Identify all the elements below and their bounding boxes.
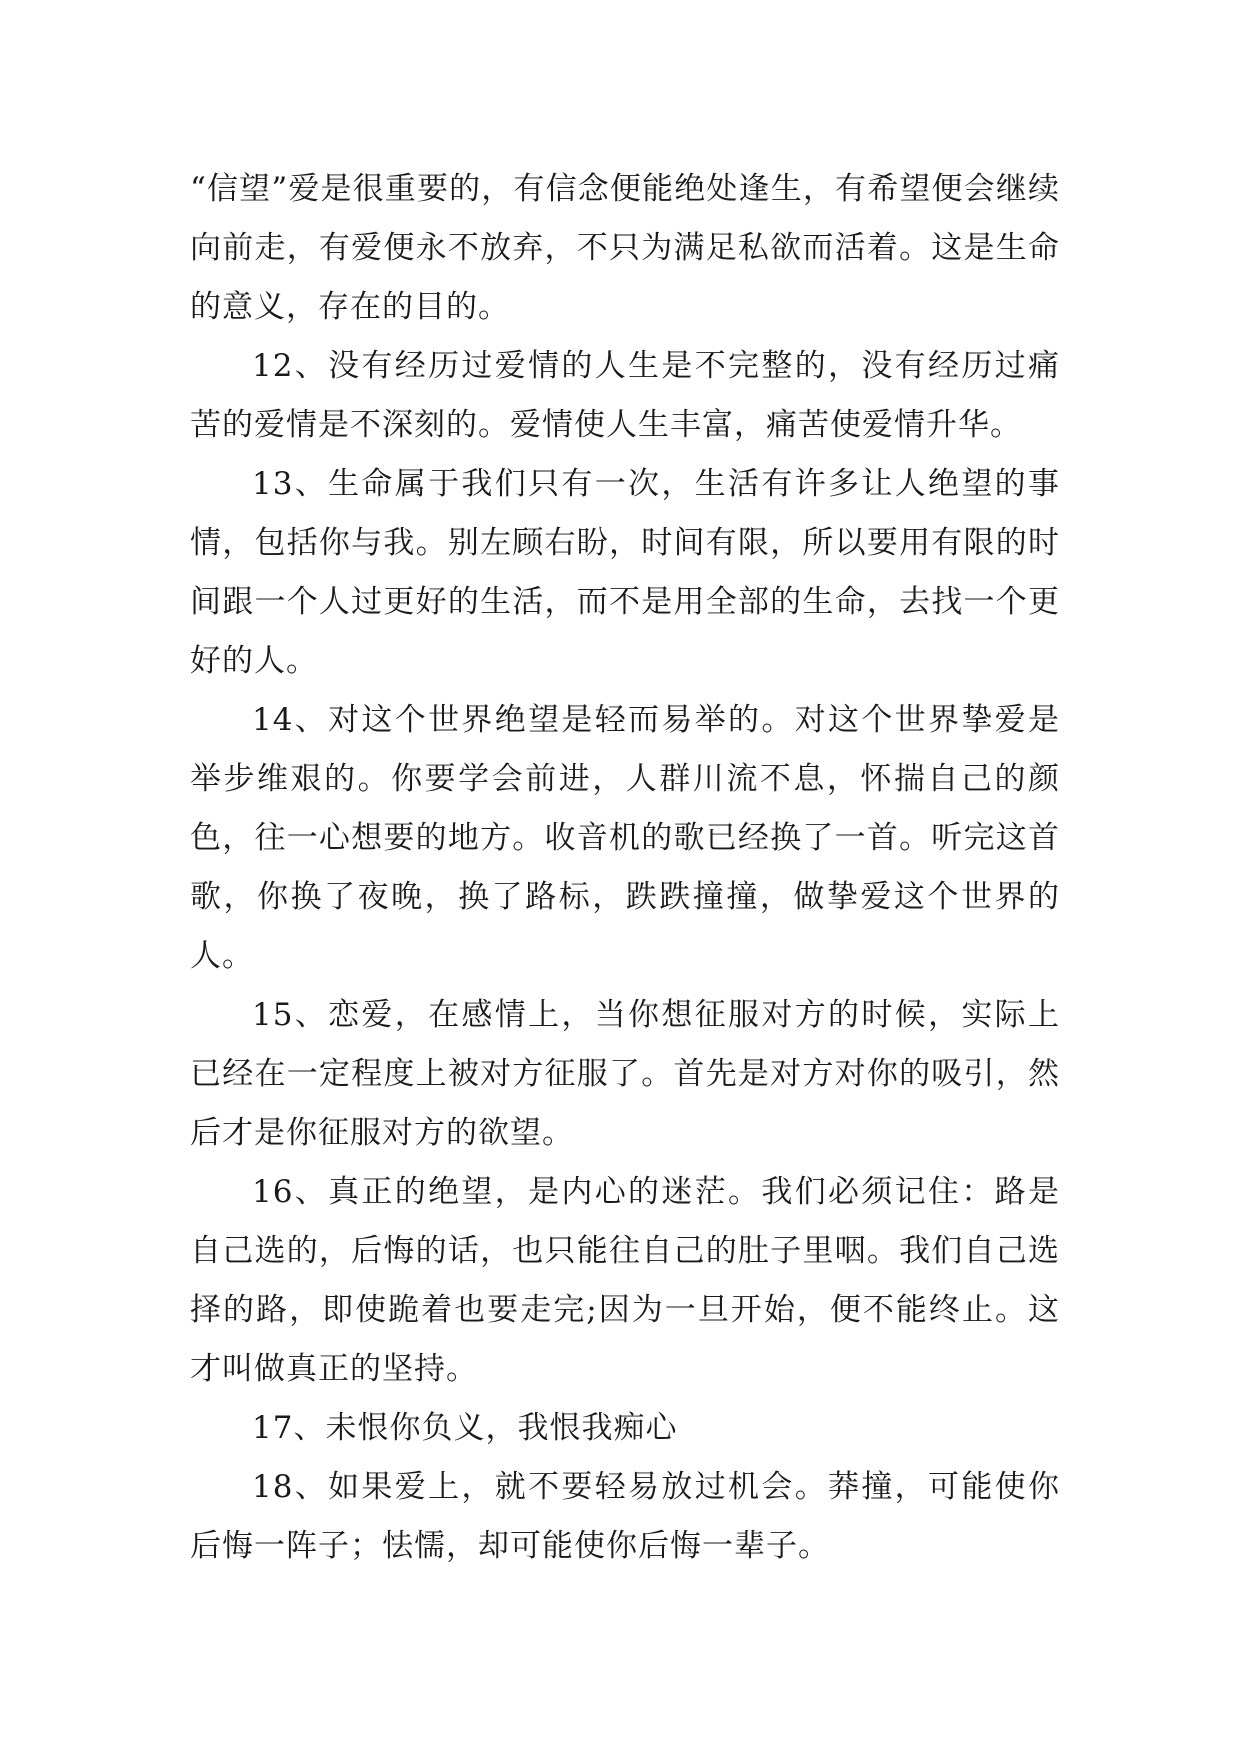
paragraph-14: 14、对这个世界绝望是轻而易举的。对这个世界挚爱是举步维艰的。你要学会前进，人群川流不息，怀揣自己的颜色，往一心想要的地方。收音机的歌已经换了一首。听完这首歌，你换了夜晚，换了路标，跌跌撞撞，做挚爱这个世界的人。 (190, 702, 1060, 974)
paragraph-15: 15、恋爱，在感情上，当你想征服对方的时候，实际上已经在一定程度上被对方征服了。首先是对方对你的吸引，然后才是你征服对方的欲望。 (190, 997, 1060, 1151)
paragraph-intro: “信望”爱是很重要的，有信念便能绝处逢生，有希望便会继续向前走，有爱便永不放弃，不只为满足私欲而活着。这是生命的意义，存在的目的。 (190, 171, 1060, 325)
paragraph-16: 16、真正的绝望，是内心的迷茫。我们必须记住：路是自己选的，后悔的话，也只能往自己的肚子里咽。我们自己选择的路，即使跪着也要走完;因为一旦开始，便不能终止。这才叫做真正的坚持。 (190, 1174, 1060, 1387)
paragraph-18: 18、如果爱上，就不要轻易放过机会。莽撞，可能使你后悔一阵子；怯懦，却可能使你后悔一辈子。 (190, 1469, 1060, 1564)
paragraph-13: 13、生命属于我们只有一次，生活有许多让人绝望的事情，包括你与我。别左顾右盼，时间有限，所以要用有限的时间跟一个人过更好的生活，而不是用全部的生命，去找一个更好的人。 (190, 466, 1060, 679)
paragraph-12: 12、没有经历过爱情的人生是不完整的，没有经历过痛苦的爱情是不深刻的。爱情使人生丰富，痛苦使爱情升华。 (190, 348, 1060, 443)
document-body (190, 160, 1060, 1576)
paragraph-17: 17、未恨你负义，我恨我痴心 (252, 1410, 678, 1446)
